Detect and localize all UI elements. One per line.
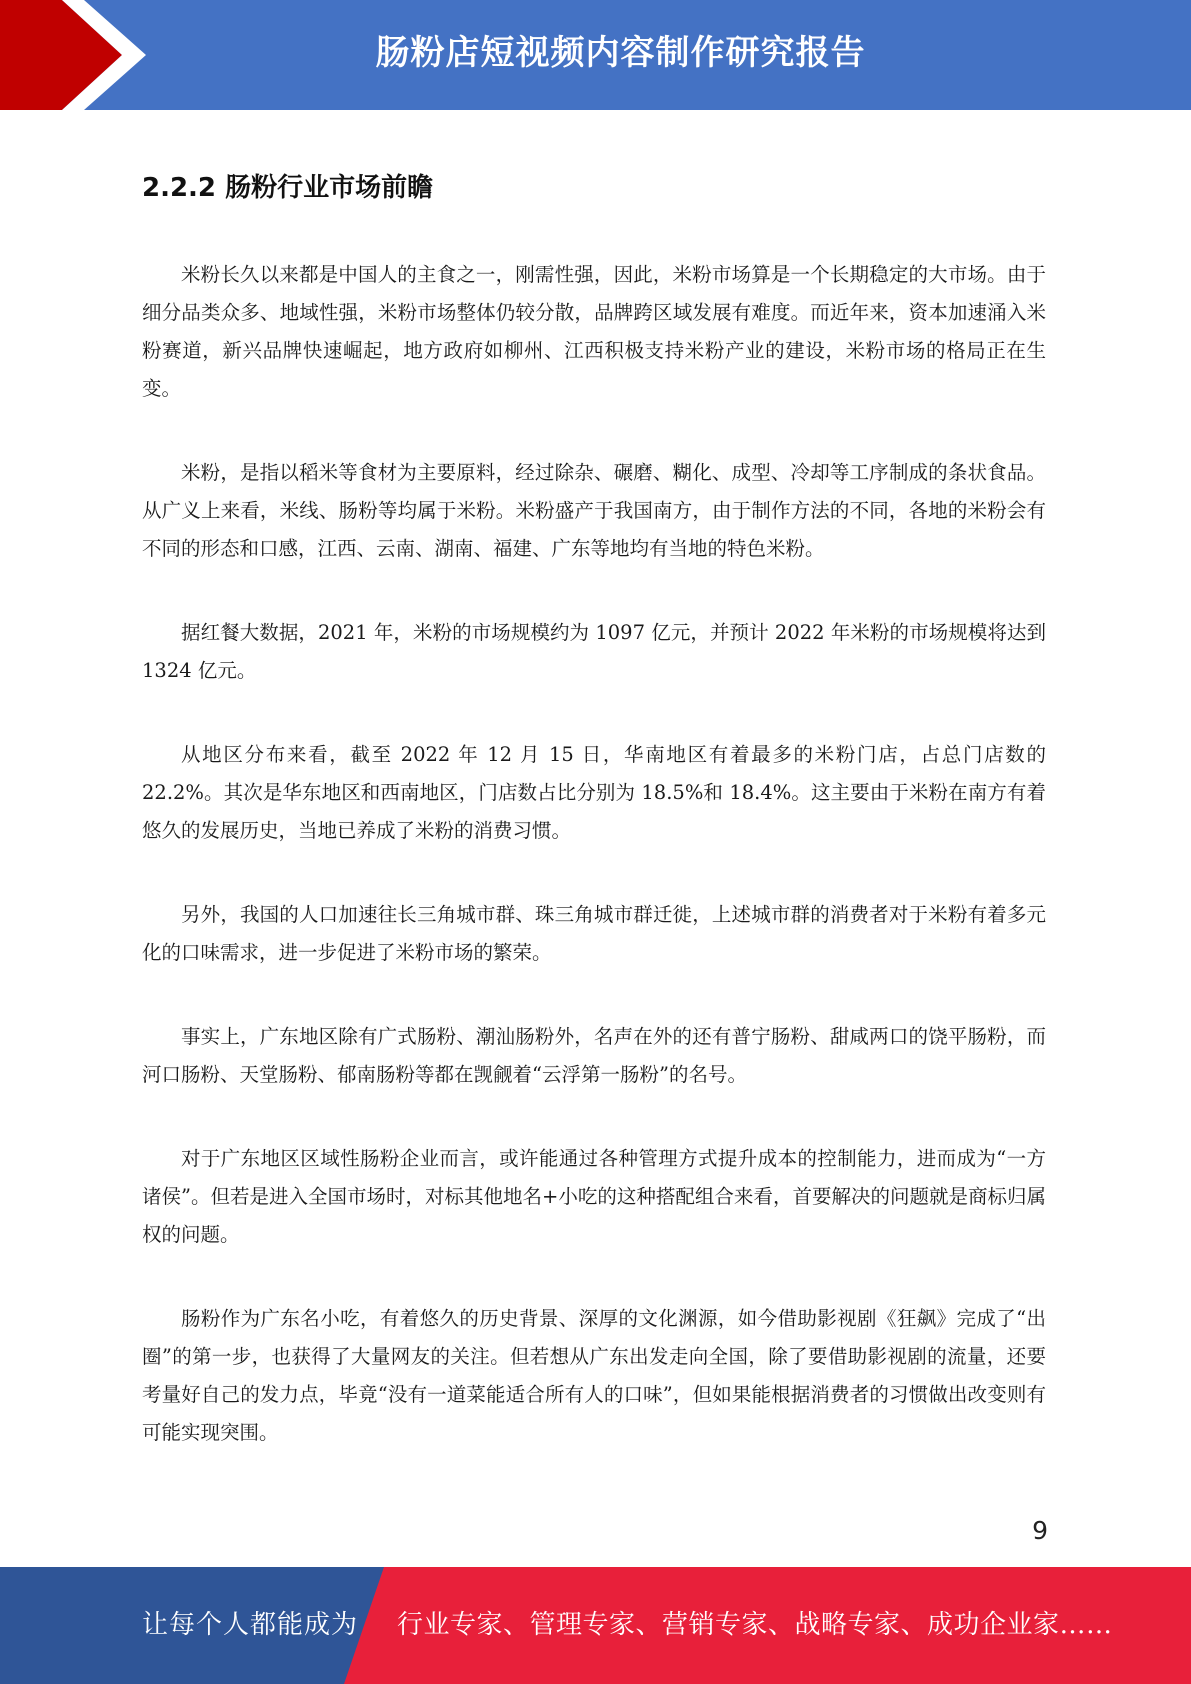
report-title: 肠粉店短视频内容制作研究报告 — [375, 33, 866, 73]
header-arrow-icon — [0, 0, 160, 110]
paragraph-4: 从地区分布来看，截至 2022 年 12 月 15 日，华南地区有着最多的米粉门店，占总门店数的 22.2%。其次是华东地区和西南地区，门店数占比分别为 18.5%和 18.4%。这主要由于米粉在南方有着悠久的发展历史，当地已养成了米粉的消费习惯。 — [142, 743, 1046, 842]
paragraph-3: 据红餐大数据，2021 年，米粉的市场规模约为 1097 亿元，并预计 2022 年米粉的市场规模将达到 1324 亿元。 — [142, 621, 1046, 682]
footer-slogan-left: 让每个人都能成为 — [142, 1610, 359, 1640]
paragraph-7: 对于广东地区区域性肠粉企业而言，或许能通过各种管理方式提升成本的控制能力，进而成为“一方诸侯”。但若是进入全国市场时，对标其他地名+小吃的这种搭配组合来看，首要解决的问题就是商标归属权的问题。 — [142, 1147, 1046, 1246]
paragraph-8: 肠粉作为广东名小吃，有着悠久的历史背景、深厚的文化渊源，如今借助影视剧《狂飙》完成了“出圈”的第一步，也获得了大量网友的关注。但若想从广东出发走向全国，除了要借助影视剧的流量，还要考量好自己的发力点，毕竟“没有一道菜能适合所有人的口味”，但如果能根据消费者的习惯做出改变则有可能实现突围。 — [142, 1307, 1046, 1444]
paragraph-5: 另外，我国的人口加速往长三角城市群、珠三角城市群迁徙，上述城市群的消费者对于米粉有着多元化的口味需求，进一步促进了米粉市场的繁荣。 — [142, 903, 1046, 964]
page-footer — [0, 1567, 1191, 1684]
paragraph-2: 米粉，是指以稻米等食材为主要原料，经过除杂、碾磨、糊化、成型、冷却等工序制成的条状食品。从广义上来看，米线、肠粉等均属于米粉。米粉盛产于我国南方，由于制作方法的不同，各地的米粉会有不同的形态和口感，江西、云南、湖南、福建、广东等地均有当地的特色米粉。 — [142, 461, 1046, 560]
page-header — [0, 0, 1191, 110]
paragraph-1: 米粉长久以来都是中国人的主食之一，刚需性强，因此，米粉市场算是一个长期稳定的大市场。由于细分品类众多、地域性强，米粉市场整体仍较分散，品牌跨区域发展有难度。而近年来，资本加速涌入米粉赛道，新兴品牌快速崛起，地方政府如柳州、江西积极支持米粉产业的建设，米粉市场的格局正在生变。 — [142, 263, 1046, 400]
page-number: 9 — [1032, 1516, 1048, 1545]
footer-slogan-right: 行业专家、管理专家、营销专家、战略专家、成功企业家…… — [397, 1610, 1113, 1640]
section-heading: 2.2.2 肠粉行业市场前瞻 — [142, 173, 434, 203]
paragraph-6: 事实上，广东地区除有广式肠粉、潮汕肠粉外，名声在外的还有普宁肠粉、甜咸两口的饶平肠粉，而河口肠粉、天堂肠粉、郁南肠粉等都在觊觎着“云浮第一肠粉”的名号。 — [142, 1025, 1046, 1086]
document-body — [142, 168, 1046, 1498]
